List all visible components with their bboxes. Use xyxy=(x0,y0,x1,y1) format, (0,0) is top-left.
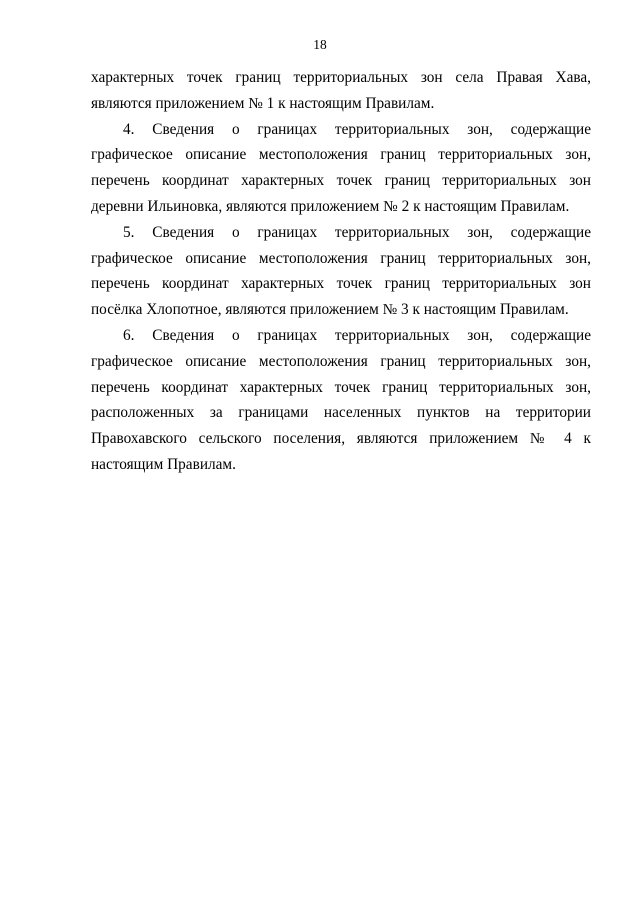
page-number: 18 xyxy=(313,37,327,52)
paragraph-continuation: характерных точек границ территориальных зон села Правая Хава, являются приложением № 1 к настоящим Правилам. xyxy=(91,69,591,112)
paragraph-item-6: 6. Сведения о границах территориальных зон, содержащие графическое описание местоположения границ территориальных зон, перечень координат характерных точек границ территориальных зон, расположенных за границами населенных пунктов на территории Правохавского сельского поселения, являются приложением № 4 к настоящим Правилам. xyxy=(91,326,591,473)
document-body xyxy=(91,65,591,478)
paragraph-item-5: 5. Сведения о границах территориальных зон, содержащие графическое описание местоположения границ территориальных зон, перечень координат характерных точек границ территориальных зон посёлка Хлопотное, являются приложением № 3 к настоящим Правилам. xyxy=(91,223,591,319)
paragraph-item-4: 4. Сведения о границах территориальных зон, содержащие графическое описание местоположения границ территориальных зон, перечень координат характерных точек границ территориальных зон деревни Ильиновка, являются приложением № 2 к настоящим Правилам. xyxy=(91,120,591,215)
